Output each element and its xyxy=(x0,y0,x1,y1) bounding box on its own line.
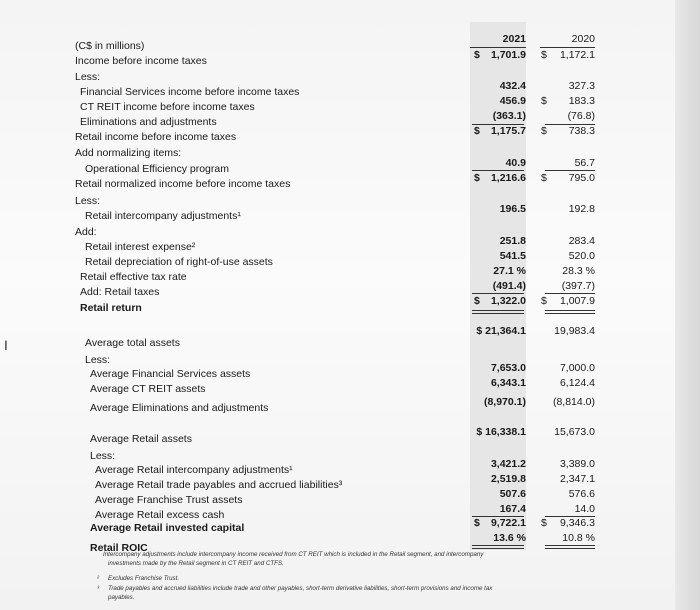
row-label: Retail normalized income before income taxes xyxy=(75,178,291,190)
row-label: Retail effective tax rate xyxy=(80,271,187,283)
page-edge xyxy=(675,0,700,610)
row-label: CT REIT income before income taxes xyxy=(80,101,255,113)
row-label: Retail ROIC xyxy=(90,542,148,554)
row-label: Add normalizing items: xyxy=(75,147,182,159)
footnote-3-line-1: Trade payables and accrued liabilities include trade and other payables, short-term derivative liabilities, short-term provisions and income tax xyxy=(108,585,493,592)
col-header-2021: 2021 xyxy=(502,33,526,45)
currency-symbol: $ xyxy=(541,49,547,61)
row-label: Less: xyxy=(75,71,101,83)
footnote-2: Excludes Franchise Trust. xyxy=(108,575,180,582)
row-value-2021: 196.5 xyxy=(499,203,526,215)
row-value-2021: $ 16,338.1 xyxy=(476,426,526,438)
row-value-2020: 1,172.1 xyxy=(559,49,595,61)
row-label: Retail interest expense² xyxy=(85,241,196,253)
row-value-2020: 14.0 xyxy=(574,503,595,515)
row-value-2021: 3,421.2 xyxy=(490,458,526,470)
row-value-2021: 1,216.6 xyxy=(490,172,526,184)
row-label: Retail return xyxy=(80,302,142,314)
row-value-2021: 1,175.7 xyxy=(490,125,526,137)
row-value-2020: 327.3 xyxy=(568,80,595,92)
currency-symbol: $ xyxy=(474,125,480,137)
row-value-2021: 27.1 % xyxy=(493,265,526,277)
row-value-2021: 507.6 xyxy=(499,488,526,500)
row-label: Less: xyxy=(75,195,101,207)
units-label: (C$ in millions) xyxy=(75,40,145,52)
row-value-2020: (76.8) xyxy=(567,110,595,122)
subtotal-rule-2021 xyxy=(472,170,524,171)
row-value-2021: 7,653.0 xyxy=(490,362,526,374)
row-value-2021: 13.6 % xyxy=(493,532,526,544)
row-value-2020: 28.3 % xyxy=(562,265,595,277)
row-value-2020: 738.3 xyxy=(568,125,595,137)
row-label: Retail depreciation of right-of-use assets xyxy=(85,256,273,268)
row-value-2020: 56.7 xyxy=(574,157,595,169)
row-label: Average total assets xyxy=(85,337,180,349)
row-value-2020: 9,346.3 xyxy=(559,517,595,529)
row-value-2020: (397.7) xyxy=(561,280,595,292)
row-value-2021: 541.5 xyxy=(499,250,526,262)
col-header-2020: 2020 xyxy=(571,33,595,45)
row-label: Retail income before income taxes xyxy=(75,131,237,143)
row-value-2021: 432.4 xyxy=(499,80,526,92)
currency-symbol: $ xyxy=(541,125,547,137)
row-label: Add: xyxy=(75,226,97,238)
row-value-2021: $ 21,364.1 xyxy=(476,325,526,337)
row-value-2020: 10.8 % xyxy=(562,532,595,544)
row-label: Average Retail excess cash xyxy=(95,509,225,521)
row-label: Add: Retail taxes xyxy=(80,286,160,298)
currency-symbol: $ xyxy=(541,95,547,107)
row-label: Average Retail intercompany adjustments¹ xyxy=(95,464,293,476)
footnote-2-mark: ² xyxy=(97,575,100,582)
footnote-3-line-2: payables. xyxy=(108,594,135,601)
row-value-2020: 192.8 xyxy=(568,203,595,215)
row-label: Income before income taxes xyxy=(75,55,207,67)
subtotal-rule-2020 xyxy=(545,170,595,171)
row-value-2020: 19,983.4 xyxy=(554,325,595,337)
currency-symbol: $ xyxy=(541,172,547,184)
currency-symbol: $ xyxy=(474,49,480,61)
row-label: Average Financial Services assets xyxy=(90,368,251,380)
row-value-2020: 183.3 xyxy=(568,95,595,107)
footnote-1-line-1: Intercompany adjustments include intercompany income received from CT REIT which is included in the Retail segment, and intercompany xyxy=(103,551,484,558)
header-rule-2020 xyxy=(540,47,595,48)
currency-symbol: $ xyxy=(474,172,480,184)
row-value-2020: 2,347.1 xyxy=(559,473,595,485)
row-value-2020: 520.0 xyxy=(568,250,595,262)
row-value-2021: 251.8 xyxy=(499,235,526,247)
subtotal-rule-2020 xyxy=(545,293,595,294)
row-label: Operational Efficiency program xyxy=(85,163,229,175)
row-label: Financial Services income before income taxes xyxy=(80,86,300,98)
row-value-2020: 7,000.0 xyxy=(559,362,595,374)
row-label: Eliminations and adjustments xyxy=(80,116,217,128)
row-label: Average Retail assets xyxy=(90,433,192,445)
row-label: Retail intercompany adjustments¹ xyxy=(85,210,241,222)
row-value-2020: 6,124.4 xyxy=(559,377,595,389)
row-label: Average Retail trade payables and accrued liabilities³ xyxy=(95,479,343,491)
row-value-2021: (491.4) xyxy=(492,280,526,292)
row-value-2021: 1,322.0 xyxy=(490,295,526,307)
row-label: Average CT REIT assets xyxy=(90,383,206,395)
row-value-2021: 40.9 xyxy=(505,157,526,169)
row-label: Average Franchise Trust assets xyxy=(95,494,243,506)
total-double-rule-2021 xyxy=(472,545,524,549)
row-value-2021: 456.9 xyxy=(499,95,526,107)
row-label: Average Retail invested capital xyxy=(90,522,245,534)
row-value-2021: 2,519.8 xyxy=(490,473,526,485)
row-value-2020: 1,007.9 xyxy=(559,295,595,307)
row-value-2020: 576.6 xyxy=(568,488,595,500)
row-label: Less: xyxy=(90,450,116,462)
row-label: Less: xyxy=(85,354,111,366)
row-value-2020: 795.0 xyxy=(568,172,595,184)
currency-symbol: $ xyxy=(541,517,547,529)
row-value-2020: (8,814.0) xyxy=(552,396,595,408)
row-value-2021: 167.4 xyxy=(499,503,526,515)
total-double-rule-2020 xyxy=(545,545,595,549)
row-value-2021: 9,722.1 xyxy=(490,517,526,529)
row-label: Average Eliminations and adjustments xyxy=(90,402,269,414)
row-value-2021: 1,701.9 xyxy=(490,49,526,61)
text-cursor-icon: Ⅰ xyxy=(4,339,8,354)
footnote-1-line-2: investments made by the Retail segment in CT REIT and CTFS. xyxy=(108,560,284,567)
row-value-2021: 6,343.1 xyxy=(490,377,526,389)
row-value-2020: 15,673.0 xyxy=(554,426,595,438)
header-rule-2021 xyxy=(470,47,526,48)
row-value-2021: (363.1) xyxy=(492,110,526,122)
subtotal-rule-2021 xyxy=(472,293,524,294)
total-double-rule-2021 xyxy=(472,310,524,314)
currency-symbol: $ xyxy=(474,295,480,307)
row-value-2020: 3,389.0 xyxy=(559,458,595,470)
currency-symbol: $ xyxy=(541,295,547,307)
total-double-rule-2020 xyxy=(545,310,595,314)
row-value-2021: (8,970.1) xyxy=(483,396,526,408)
currency-symbol: $ xyxy=(474,517,480,529)
footnote-3-mark: ³ xyxy=(97,585,100,592)
row-value-2020: 283.4 xyxy=(568,235,595,247)
